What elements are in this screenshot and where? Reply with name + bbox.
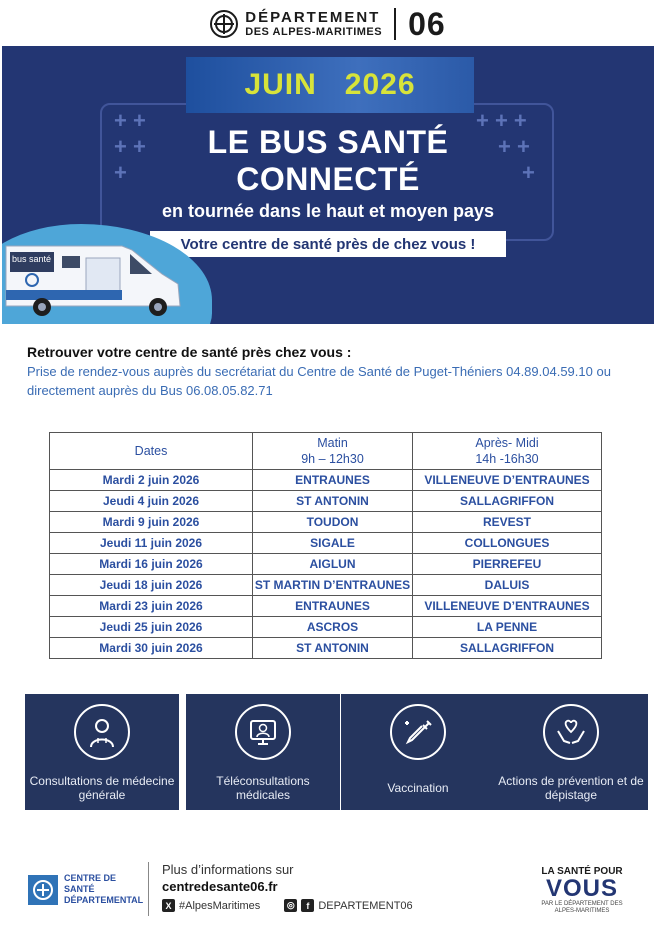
cell-morning: SIGALE (253, 533, 413, 554)
hashtag-label[interactable]: #AlpesMaritimes (179, 899, 261, 912)
plus-decoration-icon: + (522, 160, 535, 185)
cell-date: Mardi 23 juin 2026 (50, 596, 253, 617)
cell-morning: ST ANTONIN (253, 638, 413, 659)
cell-morning: AIGLUN (253, 554, 413, 575)
slogan-big: VOUS (545, 875, 618, 902)
centre-sante-logo (28, 873, 142, 906)
header-afternoon-label: Après- Midi (475, 436, 539, 450)
department-name (245, 10, 382, 38)
plus-decoration-icon: + (114, 160, 127, 185)
syringe-icon (390, 704, 446, 760)
department-logo (209, 6, 445, 43)
service-card-prevention (494, 694, 648, 810)
header-morning-hours: 9h – 12h30 (301, 452, 364, 466)
month-badge (186, 57, 474, 113)
more-info-label: Plus d’informations sur (162, 862, 294, 877)
x-twitter-icon[interactable]: X (162, 899, 175, 912)
department-name-line2: DES ALPES-MARITIMES (245, 26, 383, 38)
header-dates-label: Dates (134, 444, 168, 458)
plus-decoration-icon: + + (114, 134, 146, 159)
banner-title-line2: CONNECTÉ (236, 161, 420, 197)
teleconsultation-icon (235, 704, 291, 760)
table-row (50, 491, 602, 512)
table-row (50, 470, 602, 491)
department-emblem-icon (209, 9, 239, 39)
cell-date: Jeudi 18 juin 2026 (50, 575, 253, 596)
service-label: Vaccination (387, 781, 449, 795)
header-afternoon-hours: 14h -16h30 (475, 452, 539, 466)
header-afternoon (413, 433, 602, 470)
cell-afternoon: LA PENNE (413, 617, 602, 638)
plus-decoration-icon: + + + (476, 108, 527, 133)
intro-text: Prise de rendez-vous auprès du secrétariat du Centre de Santé de Puget-Théniers 04.89.04.59.10 ou directement auprès du Bus 06.08.05.82.71 (27, 364, 611, 398)
cell-afternoon: REVEST (413, 512, 602, 533)
table-row (50, 512, 602, 533)
divider (394, 8, 396, 40)
table-row (50, 596, 602, 617)
tagline-pill (150, 231, 506, 257)
cell-date: Jeudi 11 juin 2026 (50, 533, 253, 554)
table-row (50, 617, 602, 638)
tagline-text: Votre centre de santé près de chez vous ! (180, 235, 476, 253)
service-label: Actions de prévention et de dépistage (498, 774, 644, 802)
cell-morning: ENTRAUNES (253, 470, 413, 491)
cell-date: Mardi 2 juin 2026 (50, 470, 253, 491)
centre-sante-name: CENTRE DE SANTÉ DÉPARTEMENTAL (64, 873, 144, 905)
plus-decoration-icon: + + (498, 134, 530, 159)
banner-subtitle: en tournée dans le haut et moyen pays (161, 201, 495, 221)
bus-illustration (2, 240, 192, 322)
table-header-row (50, 433, 602, 470)
hands-heart-icon (543, 704, 599, 760)
cell-morning: ST ANTONIN (253, 491, 413, 512)
cell-date: Jeudi 4 juin 2026 (50, 491, 253, 512)
banner-title-line1: LE BUS SANTÉ (207, 124, 449, 160)
cell-morning: ST MARTIN D’ENTRAUNES (253, 575, 413, 596)
plus-decoration-icon: + + (114, 108, 146, 133)
social-handle[interactable]: DEPARTEMENT06 (318, 899, 413, 912)
social-links (162, 899, 413, 912)
table-row (50, 575, 602, 596)
centre-sante-emblem-icon (28, 875, 58, 905)
cell-afternoon: VILLENEUVE D’ENTRAUNES (413, 470, 602, 491)
department-name-line1: DÉPARTEMENT (245, 9, 381, 26)
cell-date: Mardi 30 juin 2026 (50, 638, 253, 659)
cell-date: Jeudi 25 juin 2026 (50, 617, 253, 638)
cell-afternoon: SALLAGRIFFON (413, 638, 602, 659)
header-morning (253, 433, 413, 470)
doctor-icon (74, 704, 130, 760)
website-link[interactable]: centredesante06.fr (162, 879, 278, 894)
slogan-bottom: PAR LE DÉPARTEMENT DES ALPES-MARITIMES (541, 901, 623, 914)
cell-morning: TOUDON (253, 512, 413, 533)
cell-afternoon: VILLENEUVE D’ENTRAUNES (413, 596, 602, 617)
month-label: JUIN 2026 (244, 68, 416, 101)
table-row (50, 554, 602, 575)
cell-morning: ASCROS (253, 617, 413, 638)
slogan-top: LA SANTÉ POUR (541, 866, 623, 877)
cell-afternoon: SALLAGRIFFON (413, 491, 602, 512)
intro-title: Retrouver votre centre de santé près chez vous : (27, 344, 352, 360)
footer-divider (148, 862, 149, 916)
service-label: Téléconsultations médicales (216, 774, 310, 802)
service-card-consultations (25, 694, 179, 810)
schedule-table (49, 432, 602, 659)
instagram-icon[interactable]: ◎ (284, 899, 297, 912)
bus-label: bus santé (12, 254, 52, 264)
table-row (50, 533, 602, 554)
department-number: 06 (408, 5, 446, 42)
service-card-vaccination (341, 694, 495, 810)
service-label: Consultations de médecine générale (29, 774, 175, 802)
cell-afternoon: PIERREFEU (413, 554, 602, 575)
cell-morning: ENTRAUNES (253, 596, 413, 617)
facebook-icon[interactable]: f (301, 899, 314, 912)
hero-banner (2, 46, 654, 324)
services-section (25, 694, 644, 810)
cell-date: Mardi 9 juin 2026 (50, 512, 253, 533)
cell-date: Mardi 16 juin 2026 (50, 554, 253, 575)
header-dates (50, 433, 253, 470)
table-row (50, 638, 602, 659)
header-morning-label: Matin (317, 436, 348, 450)
cell-afternoon: DALUIS (413, 575, 602, 596)
service-card-teleconsultations (186, 694, 340, 810)
header (0, 6, 655, 42)
cell-afternoon: COLLONGUES (413, 533, 602, 554)
slogan-logo (540, 866, 624, 915)
